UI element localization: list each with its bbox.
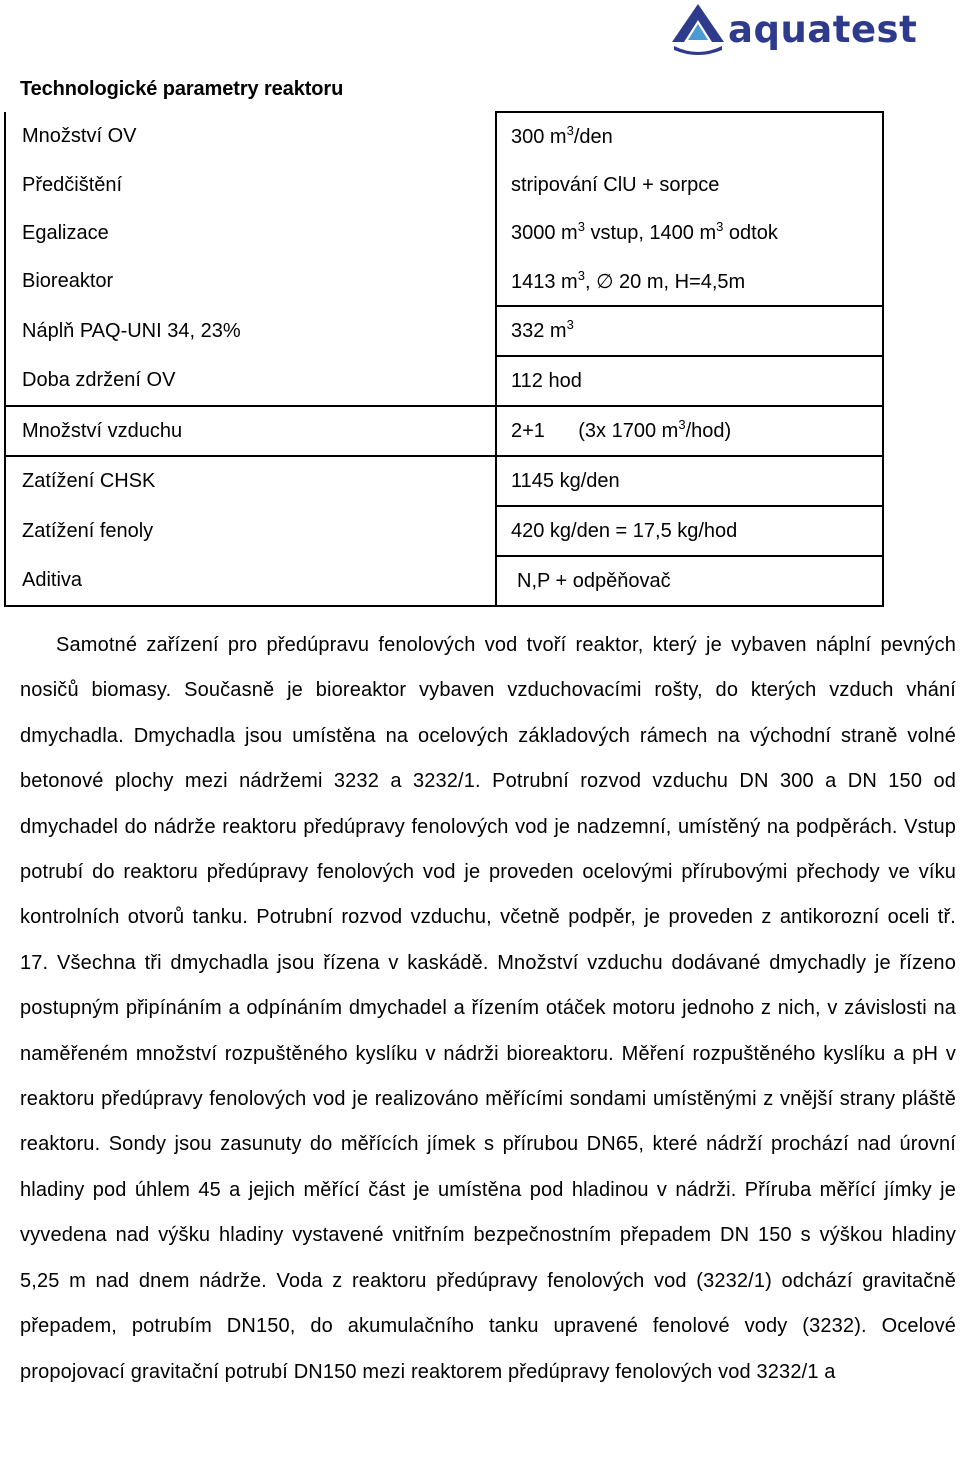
row-label: Zatížení CHSK <box>5 456 496 506</box>
sentence: Samotné zařízení pro předúpravu fenolových vod tvoří reaktor, který je vybaven náplní pevných nosičů biomasy. <box>20 634 956 702</box>
sentence: Vstup potrubí do reaktoru předúpravy fenolových vod je proveden ocelovými přírubovými přechody ve víku kontrolních otvorů tanku. <box>20 815 956 929</box>
row-value: N,P + odpěňovač <box>496 556 883 606</box>
table-row <box>5 209 883 257</box>
table-row <box>5 456 883 506</box>
sentence: Voda z reaktoru předúpravy fenolových vod (3232/1) odchází gravitačně přepadem, potrubím DN150, do akumulačního tanku upravené fenolové vody (3232). <box>20 1269 956 1338</box>
table-row <box>5 306 883 356</box>
row-value: 1413 $m^3$, ∅ 20 m, H=4,5m <box>496 257 883 306</box>
sentence: Potrubní rozvod vzduchu DN 300 a DN 150 od dmychadel do nádrže reaktoru předúpravy fenolových vod je nadzemní, umístěný na podpěrách. <box>20 770 956 838</box>
row-value: 112 hod <box>496 356 883 406</box>
body-paragraph <box>20 623 956 1395</box>
sentence: Množství vzduchu dodávané dmychadly je řízeno postupným připínáním a odpínáním dmychadel a řízením otáček motoru jednoho z nich, v závislosti na naměřeném množství rozpuštěného kyslíku v nádrži bioreaktoru. <box>20 951 956 1065</box>
table-row <box>5 556 883 606</box>
row-label: Bioreaktor <box>5 257 496 306</box>
document-title: Technologické parametry reaktoru <box>20 78 344 100</box>
sentence: Dmychadla jsou umístěna na ocelových základových rámech na východní straně volné betonové plochy mezi nádržemi 3232 a 3232/1. <box>20 724 956 793</box>
table-row <box>5 506 883 556</box>
sentence: Ocelové propojovací gravitační potrubí DN150 mezi reaktorem předúpravy fenolových vod 3232/1 a <box>20 1315 956 1383</box>
row-label: Náplň PAQ-UNI 34, 23% <box>5 306 496 356</box>
row-label: Doba zdržení OV <box>5 356 496 406</box>
sentence: Sondy jsou zasunuty do měřících jímek s přírubou DN65, které nádrží prochází nad úrovní hladiny pod úhlem 45 a jejich měřící část je umístěna pod hladinou v nádrži. <box>20 1133 956 1201</box>
sentence: Potrubní rozvod vzduchu, včetně podpěr, je proveden z antikorozní oceli tř. 17. <box>20 906 956 974</box>
row-label: Předčištění <box>5 161 496 209</box>
row-value: 3000 $m^3$ vstup, 1400 $m^3$ odtok <box>496 209 883 257</box>
row-value: 420 kg/den = 17,5 kg/hod <box>496 506 883 556</box>
sentence: Současně je bioreaktor vybaven vzduchovacími rošty, do kterých vzduch vhání dmychadla. <box>20 679 956 747</box>
row-label: Zatížení fenoly <box>5 506 496 556</box>
row-value: 300 $m^3$/den <box>496 112 883 161</box>
row-label: Aditiva <box>5 556 496 606</box>
table-row <box>5 257 883 306</box>
row-label: Množství vzduchu <box>5 406 496 456</box>
sentence: Měření rozpuštěného kyslíku a pH v reaktoru předúpravy fenolových vod je realizováno měřícími sondami umístěnými z vnější strany pláště reaktoru. <box>20 1042 956 1156</box>
table-row <box>5 406 883 456</box>
row-label: Egalizace <box>5 209 496 257</box>
aquatest-logo <box>668 2 958 56</box>
row-value: 332 $m^3$ <box>496 306 883 356</box>
sentence: Příruba měřící jímky je vyvedena nad výšku hladiny vystavené vnitřním bezpečnostním přepadem DN 150 s výškou hladiny 5,25 m nad dnem nádrže. <box>20 1178 956 1292</box>
row-value: 2+1 (3x 1700 $m^3/hod$) <box>496 406 883 456</box>
logo-mark-icon <box>668 2 728 56</box>
row-value: 1145 kg/den <box>496 456 883 506</box>
table-row <box>5 112 883 161</box>
sentence: Všechna tři dmychadla jsou řízena v kaskádě. <box>56 951 489 974</box>
row-label: Množství OV <box>5 112 496 161</box>
logo-text: aquatest <box>728 8 918 51</box>
table-row <box>5 161 883 209</box>
table-row <box>5 356 883 406</box>
parameters-table <box>4 111 884 607</box>
row-value: stripování ClU + sorpce <box>496 161 883 209</box>
